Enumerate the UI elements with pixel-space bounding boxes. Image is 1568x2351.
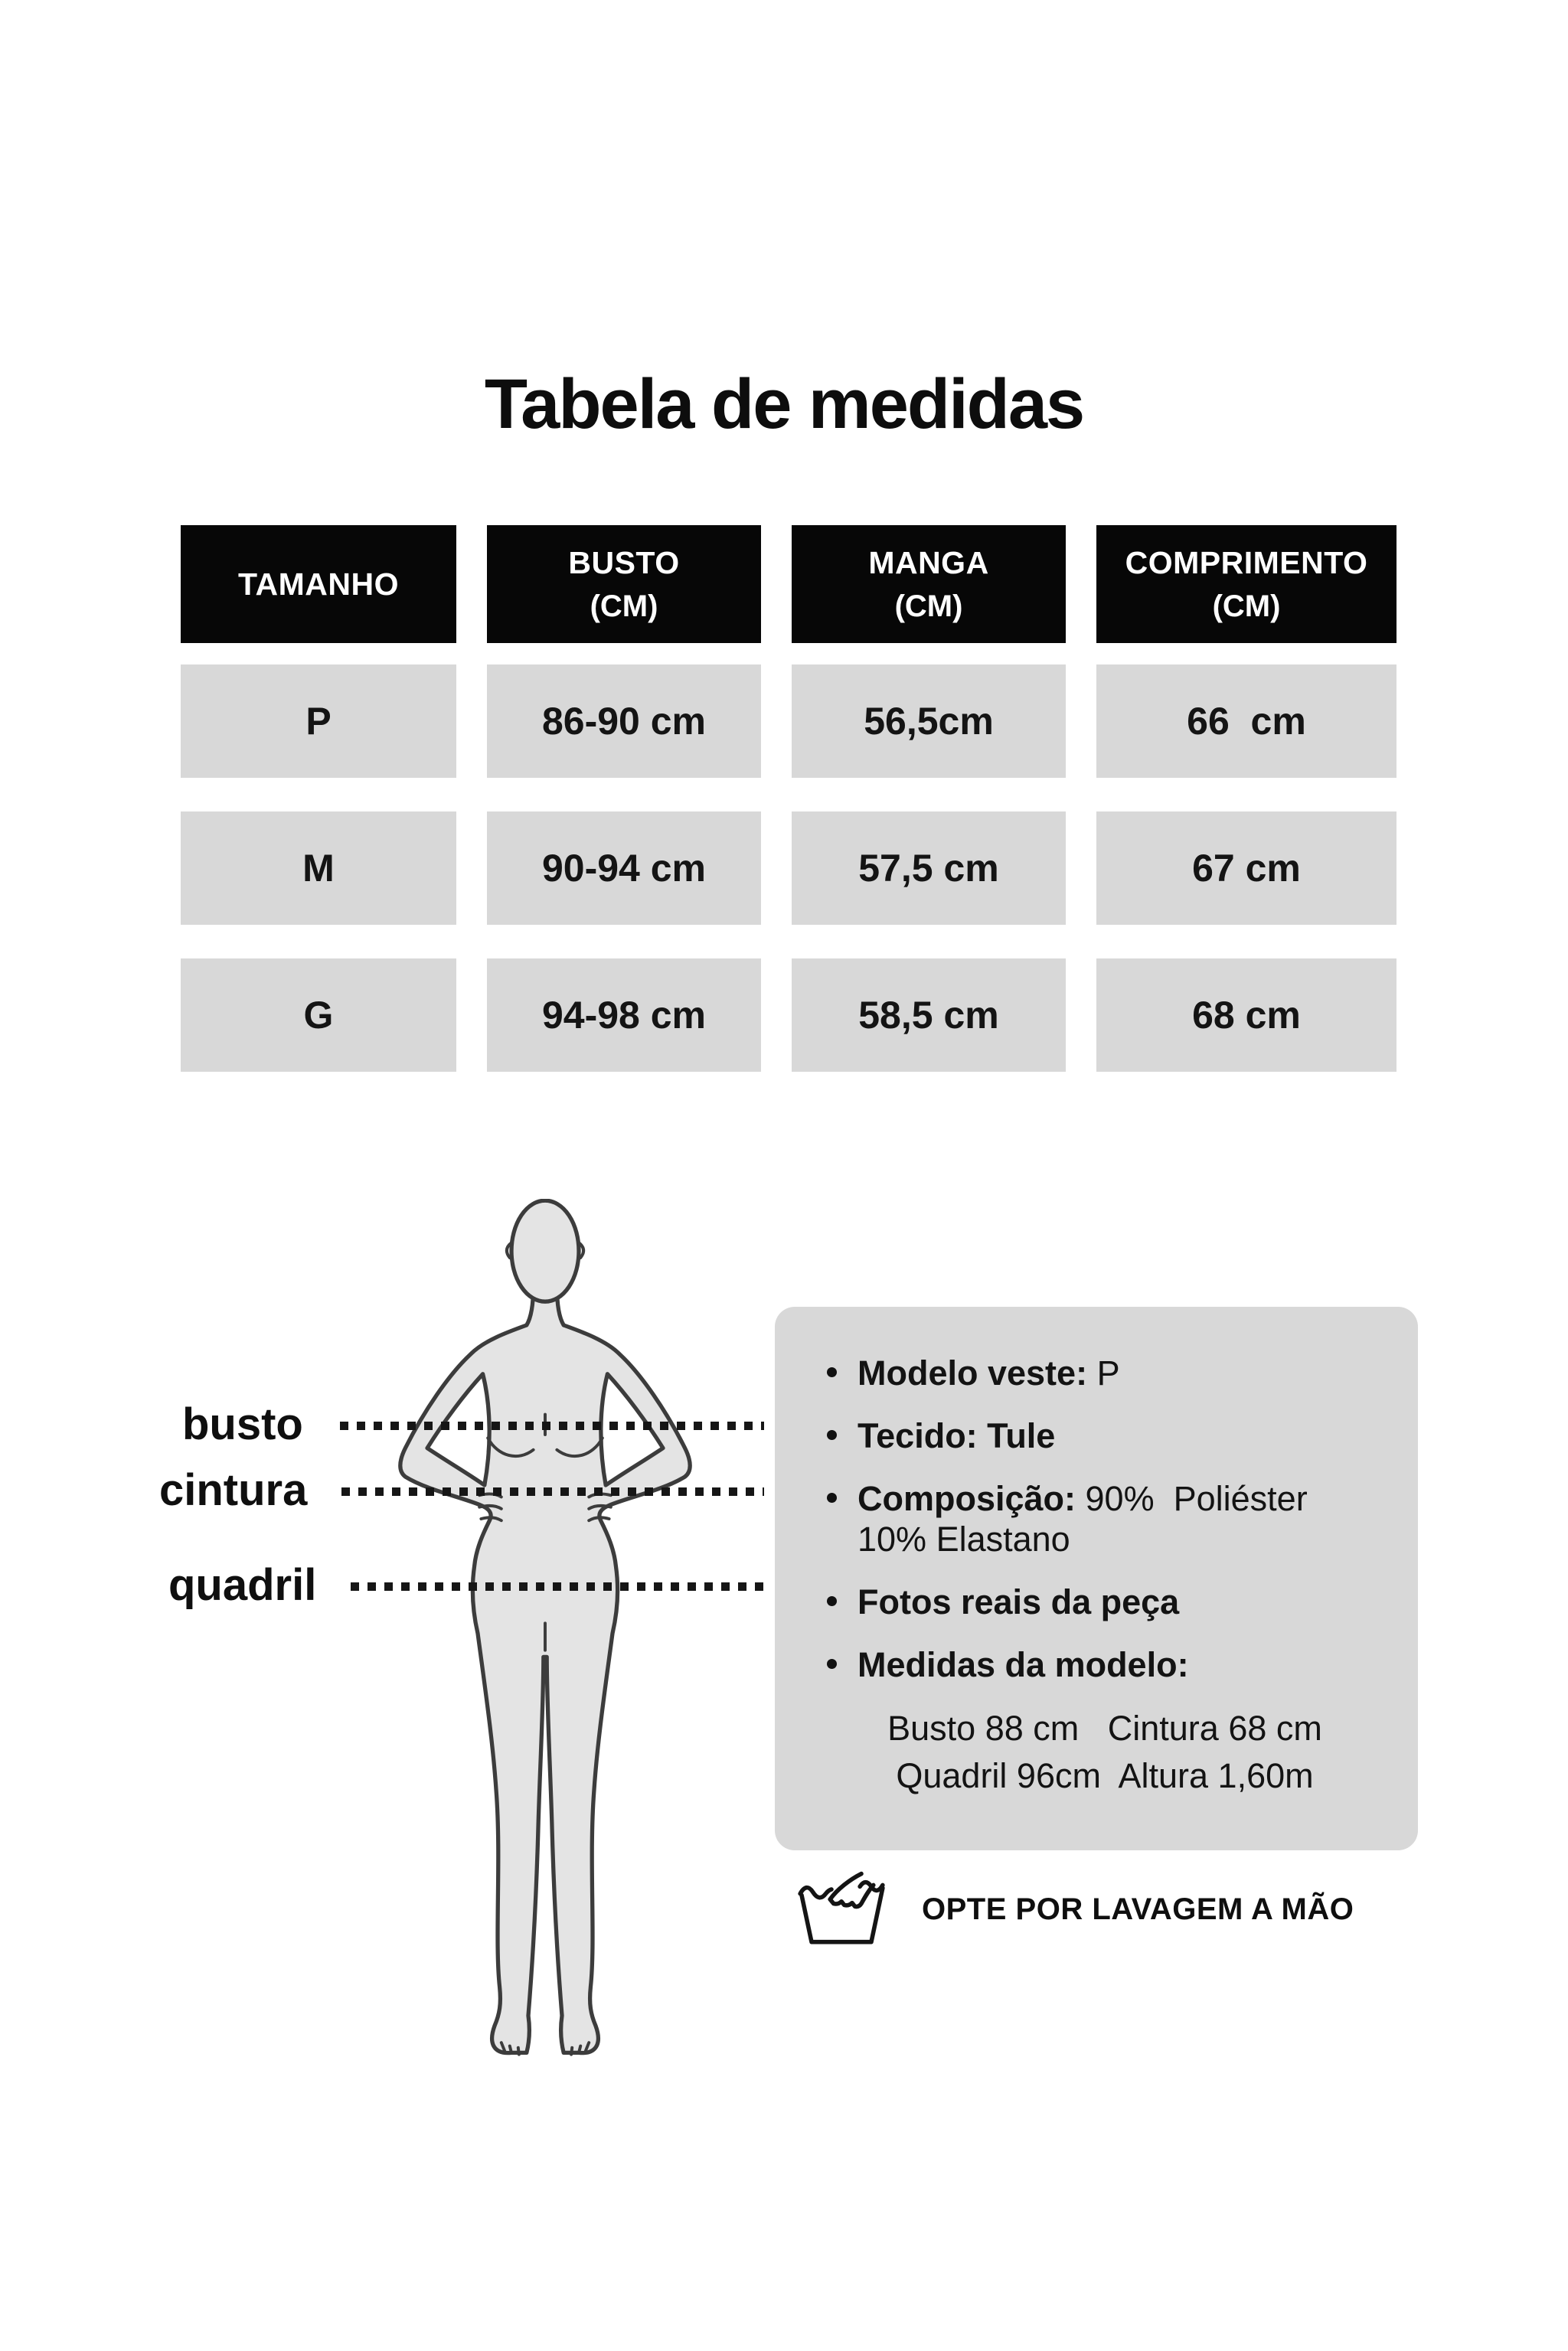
table-header-row	[181, 525, 1396, 643]
cell-manga: 56,5cm	[792, 664, 1066, 778]
table-row-p	[181, 664, 1396, 778]
label-quadril: quadril	[168, 1560, 317, 1610]
label-busto: busto	[182, 1399, 303, 1449]
product-info-box	[775, 1307, 1418, 1850]
cell-size: G	[181, 958, 456, 1072]
cell-busto: 86-90 cm	[487, 664, 761, 778]
care-label: OPTE POR LAVAGEM A MÃO	[922, 1892, 1354, 1926]
header-label: TAMANHO	[238, 566, 399, 602]
header-cell-comprimento	[1096, 525, 1396, 643]
measure-line-busto	[340, 1422, 764, 1430]
header-unit: (CM)	[590, 589, 658, 623]
header-unit: (CM)	[894, 589, 963, 623]
care-instruction	[795, 1865, 1354, 1954]
bullet-dot	[827, 1367, 837, 1377]
header-cell-manga	[792, 525, 1066, 643]
header-label: BUSTO	[568, 544, 680, 580]
info-item-modelo-veste: Modelo veste: P	[824, 1353, 1386, 1393]
measure-line-quadril	[351, 1582, 764, 1591]
cell-comprimento: 66 cm	[1096, 664, 1396, 778]
page-title: Tabela de medidas	[484, 365, 1084, 443]
model-measurements-line-1: Busto 88 cm Cintura 68 cm	[887, 1708, 1322, 1748]
table-row-m	[181, 811, 1396, 925]
info-item-medidas-modelo: Medidas da modelo:	[824, 1644, 1386, 1685]
bullet-dot	[827, 1493, 837, 1503]
info-item-tecido: Tecido: Tule	[824, 1415, 1386, 1456]
bullet-dot	[827, 1659, 837, 1669]
bullet-dot	[827, 1430, 837, 1440]
header-label: COMPRIMENTO	[1125, 544, 1368, 580]
info-item-fotos-reais: Fotos reais da peça	[824, 1582, 1386, 1622]
cell-size: M	[181, 811, 456, 925]
label-cintura: cintura	[159, 1465, 308, 1515]
cell-busto: 94-98 cm	[487, 958, 761, 1072]
header-unit: (CM)	[1212, 589, 1281, 623]
info-item-composicao: Composição: 90% Poliéster 10% Elastano	[824, 1478, 1386, 1559]
header-cell-busto	[487, 525, 761, 643]
cell-comprimento: 67 cm	[1096, 811, 1396, 925]
model-measurements-line-2: Quadril 96cm Altura 1,60m	[896, 1755, 1314, 1795]
cell-manga: 57,5 cm	[792, 811, 1066, 925]
size-table	[181, 525, 1396, 1105]
table-row-g	[181, 958, 1396, 1072]
body-figure	[377, 1199, 714, 2075]
measure-line-cintura	[341, 1487, 764, 1496]
header-label: MANGA	[868, 544, 989, 580]
cell-manga: 58,5 cm	[792, 958, 1066, 1072]
cell-comprimento: 68 cm	[1096, 958, 1396, 1072]
cell-size: P	[181, 664, 456, 778]
header-cell-tamanho	[181, 525, 456, 643]
hand-wash-icon	[795, 1869, 888, 1949]
bullet-dot	[827, 1596, 837, 1606]
cell-busto: 90-94 cm	[487, 811, 761, 925]
